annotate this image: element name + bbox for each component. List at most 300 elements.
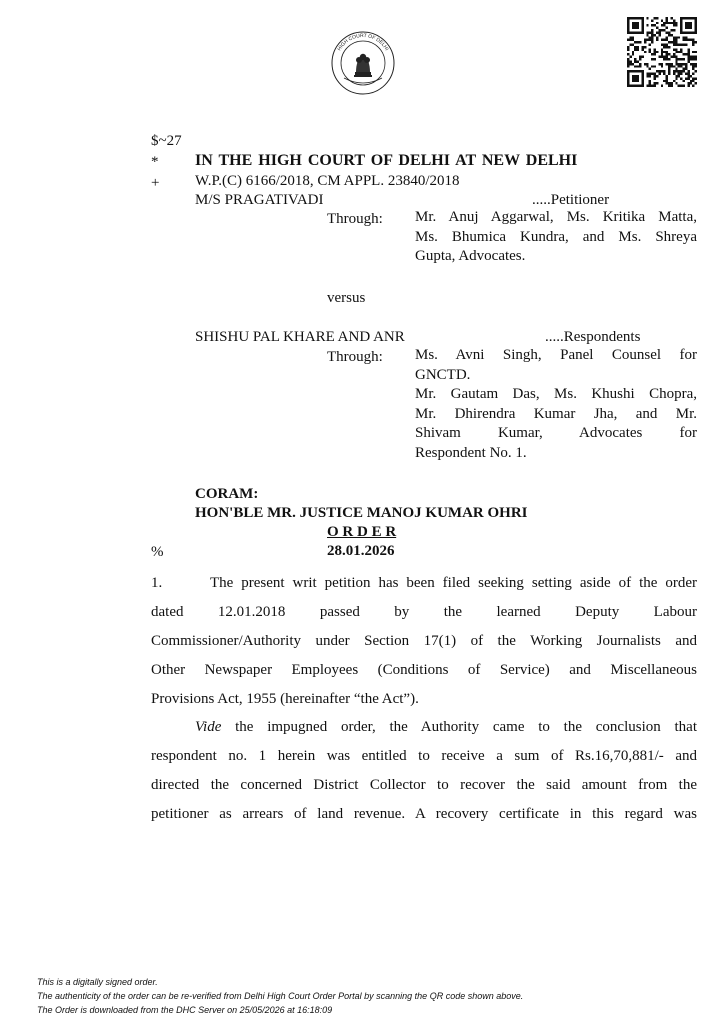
qr-module bbox=[641, 29, 643, 31]
qr-module bbox=[632, 53, 634, 55]
qr-module bbox=[629, 36, 631, 38]
qr-module bbox=[668, 53, 670, 55]
qr-module bbox=[634, 77, 636, 79]
qr-module bbox=[641, 77, 643, 79]
qr-module bbox=[654, 51, 656, 53]
paragraph-line: respondent no. 1 herein was entitled to receive a sum of Rs.16,70,881/- and bbox=[151, 747, 697, 764]
qr-module bbox=[632, 75, 634, 77]
qr-module bbox=[687, 17, 689, 19]
qr-module bbox=[675, 51, 677, 53]
qr-module bbox=[680, 31, 682, 33]
qr-module bbox=[641, 85, 643, 87]
qr-module bbox=[649, 44, 651, 46]
qr-module bbox=[675, 48, 677, 50]
qr-module bbox=[637, 24, 639, 26]
qr-module bbox=[673, 24, 675, 26]
qr-module bbox=[634, 24, 636, 26]
qr-module bbox=[666, 77, 668, 79]
qr-module bbox=[646, 85, 648, 87]
qr-module bbox=[668, 63, 670, 65]
qr-module bbox=[632, 44, 634, 46]
qr-module bbox=[687, 82, 689, 84]
qr-module bbox=[666, 58, 668, 60]
qr-module bbox=[663, 46, 665, 48]
qr-code bbox=[627, 17, 697, 87]
qr-module bbox=[678, 73, 680, 75]
qr-module bbox=[632, 39, 634, 41]
paragraph-1 bbox=[151, 569, 697, 714]
qr-module bbox=[695, 19, 697, 21]
qr-module bbox=[654, 17, 656, 19]
respondent-role: .....Respondents bbox=[545, 329, 641, 345]
qr-module bbox=[683, 31, 685, 33]
qr-module bbox=[675, 68, 677, 70]
qr-module bbox=[661, 48, 663, 50]
qr-module bbox=[637, 70, 639, 72]
coram-label: CORAM: bbox=[195, 486, 259, 502]
qr-module bbox=[661, 85, 663, 87]
qr-module bbox=[661, 53, 663, 55]
qr-module bbox=[627, 24, 629, 26]
footer-authenticity-note: The authenticity of the order can be re-verified from Delhi High Court Order Portal by scanning the QR code shown above. bbox=[37, 991, 524, 1001]
qr-module bbox=[668, 73, 670, 75]
qr-module bbox=[673, 80, 675, 82]
petitioner-name: M/S PRAGATIVADI bbox=[195, 192, 324, 208]
qr-module bbox=[629, 70, 631, 72]
qr-module bbox=[634, 75, 636, 77]
respondent-through-label: Through: bbox=[327, 349, 383, 365]
qr-module bbox=[683, 36, 685, 38]
qr-module bbox=[627, 80, 629, 82]
qr-module bbox=[663, 56, 665, 58]
qr-module bbox=[629, 60, 631, 62]
qr-module bbox=[651, 53, 653, 55]
qr-module bbox=[692, 51, 694, 53]
qr-module bbox=[641, 73, 643, 75]
qr-module bbox=[656, 17, 658, 19]
qr-module bbox=[627, 29, 629, 31]
qr-module bbox=[695, 31, 697, 33]
qr-module bbox=[663, 24, 665, 26]
qr-module bbox=[678, 44, 680, 46]
qr-module bbox=[670, 17, 672, 19]
qr-module bbox=[683, 70, 685, 72]
qr-module bbox=[639, 31, 641, 33]
qr-module bbox=[644, 39, 646, 41]
qr-module bbox=[658, 34, 660, 36]
qr-module bbox=[637, 48, 639, 50]
qr-module bbox=[690, 58, 692, 60]
qr-module bbox=[637, 65, 639, 67]
order-date: 28.01.2026 bbox=[327, 543, 395, 559]
qr-module bbox=[663, 39, 665, 41]
qr-module bbox=[683, 63, 685, 65]
qr-module bbox=[687, 24, 689, 26]
qr-module bbox=[690, 56, 692, 58]
qr-module bbox=[692, 73, 694, 75]
qr-module bbox=[675, 41, 677, 43]
qr-module bbox=[687, 39, 689, 41]
qr-module bbox=[654, 77, 656, 79]
qr-module bbox=[663, 80, 665, 82]
qr-module bbox=[692, 56, 694, 58]
qr-module bbox=[634, 58, 636, 60]
qr-module bbox=[627, 39, 629, 41]
qr-module bbox=[673, 70, 675, 72]
qr-module bbox=[644, 46, 646, 48]
qr-module bbox=[661, 56, 663, 58]
qr-module bbox=[675, 56, 677, 58]
qr-module bbox=[641, 75, 643, 77]
petitioner-counsel-line: Gupta, Advocates. bbox=[415, 248, 526, 264]
qr-module bbox=[649, 39, 651, 41]
qr-module bbox=[637, 22, 639, 24]
qr-module bbox=[646, 75, 648, 77]
qr-module bbox=[690, 24, 692, 26]
qr-module bbox=[651, 34, 653, 36]
qr-module bbox=[695, 17, 697, 19]
qr-module bbox=[639, 65, 641, 67]
qr-module bbox=[680, 51, 682, 53]
qr-module bbox=[629, 85, 631, 87]
qr-module bbox=[651, 41, 653, 43]
qr-module bbox=[632, 36, 634, 38]
qr-module bbox=[692, 58, 694, 60]
qr-module bbox=[632, 22, 634, 24]
qr-module bbox=[670, 82, 672, 84]
respondent-counsel-line: Shivam Kumar, Advocates for bbox=[415, 425, 697, 441]
qr-module bbox=[668, 34, 670, 36]
star-marker: * bbox=[151, 154, 159, 170]
qr-module bbox=[639, 17, 641, 19]
qr-module bbox=[690, 31, 692, 33]
qr-module bbox=[673, 73, 675, 75]
qr-module bbox=[668, 31, 670, 33]
qr-module bbox=[632, 27, 634, 29]
qr-module bbox=[627, 73, 629, 75]
qr-module bbox=[683, 80, 685, 82]
qr-module bbox=[675, 60, 677, 62]
qr-module bbox=[649, 51, 651, 53]
qr-module bbox=[685, 53, 687, 55]
qr-module bbox=[680, 22, 682, 24]
qr-module bbox=[687, 22, 689, 24]
qr-module bbox=[661, 51, 663, 53]
qr-module bbox=[668, 68, 670, 70]
order-heading: O R D E R bbox=[327, 524, 397, 540]
qr-module bbox=[627, 27, 629, 29]
list-number: $~27 bbox=[151, 133, 182, 149]
qr-module bbox=[651, 36, 653, 38]
qr-module bbox=[687, 85, 689, 87]
qr-module bbox=[685, 63, 687, 65]
qr-module bbox=[646, 73, 648, 75]
paragraph-line: Provisions Act, 1955 (hereinafter “the Act”). bbox=[151, 690, 419, 707]
qr-module bbox=[639, 41, 641, 43]
qr-module bbox=[632, 77, 634, 79]
qr-module bbox=[690, 17, 692, 19]
qr-module bbox=[656, 22, 658, 24]
qr-module bbox=[641, 46, 643, 48]
qr-module bbox=[673, 56, 675, 58]
qr-module bbox=[692, 68, 694, 70]
qr-module bbox=[690, 82, 692, 84]
qr-module bbox=[646, 63, 648, 65]
qr-module bbox=[680, 44, 682, 46]
qr-module bbox=[680, 85, 682, 87]
qr-module bbox=[680, 17, 682, 19]
qr-module bbox=[687, 51, 689, 53]
paragraph-line: dated 12.01.2018 passed by the learned Deputy Labour bbox=[151, 603, 697, 620]
qr-module bbox=[663, 29, 665, 31]
qr-module bbox=[685, 31, 687, 33]
qr-module bbox=[632, 17, 634, 19]
qr-module bbox=[695, 24, 697, 26]
qr-module bbox=[678, 51, 680, 53]
qr-module bbox=[629, 39, 631, 41]
qr-module bbox=[690, 80, 692, 82]
qr-module bbox=[654, 85, 656, 87]
svg-text:HIGH COURT OF DELHI: HIGH COURT OF DELHI bbox=[336, 32, 390, 52]
qr-module bbox=[692, 17, 694, 19]
percent-marker: % bbox=[151, 544, 164, 560]
plus-marker: + bbox=[151, 175, 160, 191]
qr-module bbox=[661, 39, 663, 41]
qr-module bbox=[678, 65, 680, 67]
qr-module bbox=[639, 58, 641, 60]
qr-module bbox=[629, 31, 631, 33]
qr-module bbox=[675, 58, 677, 60]
qr-module bbox=[649, 80, 651, 82]
qr-module bbox=[641, 82, 643, 84]
qr-module bbox=[685, 27, 687, 29]
qr-module bbox=[685, 65, 687, 67]
qr-module bbox=[695, 51, 697, 53]
qr-module bbox=[641, 22, 643, 24]
qr-module bbox=[678, 63, 680, 65]
qr-module bbox=[649, 82, 651, 84]
qr-module bbox=[649, 36, 651, 38]
qr-module bbox=[675, 44, 677, 46]
qr-module bbox=[656, 75, 658, 77]
qr-module bbox=[649, 31, 651, 33]
qr-module bbox=[690, 75, 692, 77]
qr-module bbox=[637, 60, 639, 62]
qr-module bbox=[656, 70, 658, 72]
qr-module bbox=[680, 58, 682, 60]
qr-module bbox=[639, 56, 641, 58]
qr-module bbox=[692, 41, 694, 43]
qr-module bbox=[680, 65, 682, 67]
qr-module bbox=[644, 41, 646, 43]
qr-module bbox=[627, 17, 629, 19]
petitioner-counsel-line: Ms. Bhumica Kundra, and Ms. Shreya bbox=[415, 228, 697, 245]
qr-module bbox=[656, 27, 658, 29]
qr-module bbox=[627, 85, 629, 87]
qr-module bbox=[644, 51, 646, 53]
qr-module bbox=[687, 56, 689, 58]
qr-module bbox=[661, 44, 663, 46]
qr-module bbox=[654, 58, 656, 60]
footer-download-note: The Order is downloaded from the DHC Server on 25/05/2026 at 16:18:09 bbox=[37, 1005, 333, 1015]
qr-module bbox=[658, 63, 660, 65]
qr-module bbox=[673, 48, 675, 50]
qr-module bbox=[687, 75, 689, 77]
qr-module bbox=[683, 53, 685, 55]
qr-module bbox=[634, 27, 636, 29]
qr-module bbox=[685, 44, 687, 46]
qr-module bbox=[668, 65, 670, 67]
qr-module bbox=[680, 29, 682, 31]
qr-module bbox=[661, 63, 663, 65]
qr-module bbox=[675, 77, 677, 79]
qr-module bbox=[666, 22, 668, 24]
qr-module bbox=[641, 17, 643, 19]
qr-module bbox=[692, 63, 694, 65]
qr-module bbox=[678, 70, 680, 72]
qr-module bbox=[641, 56, 643, 58]
paragraph-line: petitioner as arrears of land revenue. A recovery certificate in this regard was bbox=[151, 805, 697, 822]
qr-module bbox=[637, 80, 639, 82]
qr-module bbox=[651, 29, 653, 31]
qr-module bbox=[639, 70, 641, 72]
qr-module bbox=[654, 65, 656, 67]
qr-module bbox=[646, 65, 648, 67]
qr-module bbox=[692, 44, 694, 46]
qr-module bbox=[629, 56, 631, 58]
qr-module bbox=[651, 39, 653, 41]
qr-module bbox=[687, 53, 689, 55]
qr-module bbox=[637, 46, 639, 48]
paragraph-line: directed the concerned District Collector to recover the said amount from the bbox=[151, 776, 697, 793]
qr-module bbox=[666, 56, 668, 58]
qr-module bbox=[651, 65, 653, 67]
respondent-counsel-line: GNCTD. bbox=[415, 366, 471, 383]
qr-module bbox=[675, 39, 677, 41]
qr-module bbox=[632, 80, 634, 82]
qr-module bbox=[637, 31, 639, 33]
qr-module bbox=[692, 39, 694, 41]
qr-module bbox=[695, 65, 697, 67]
qr-module bbox=[639, 63, 641, 65]
case-number: W.P.(C) 6166/2018, CM APPL. 23840/2018 bbox=[195, 173, 460, 189]
qr-module bbox=[675, 70, 677, 72]
qr-module bbox=[632, 63, 634, 65]
qr-module bbox=[675, 24, 677, 26]
qr-module bbox=[627, 63, 629, 65]
petitioner-counsel bbox=[415, 208, 697, 267]
qr-module bbox=[685, 39, 687, 41]
qr-module bbox=[634, 60, 636, 62]
qr-module bbox=[663, 70, 665, 72]
qr-module bbox=[646, 34, 648, 36]
qr-module bbox=[654, 75, 656, 77]
qr-module bbox=[673, 44, 675, 46]
qr-module bbox=[668, 70, 670, 72]
qr-module bbox=[663, 73, 665, 75]
qr-module bbox=[666, 75, 668, 77]
qr-module bbox=[651, 58, 653, 60]
qr-module bbox=[656, 51, 658, 53]
qr-module bbox=[692, 31, 694, 33]
qr-module bbox=[637, 17, 639, 19]
qr-module bbox=[627, 53, 629, 55]
qr-module bbox=[632, 24, 634, 26]
qr-module bbox=[670, 34, 672, 36]
qr-module bbox=[685, 22, 687, 24]
qr-module bbox=[641, 48, 643, 50]
qr-module bbox=[673, 29, 675, 31]
qr-module bbox=[666, 82, 668, 84]
qr-module bbox=[651, 19, 653, 21]
qr-module bbox=[673, 36, 675, 38]
qr-module bbox=[678, 36, 680, 38]
qr-module bbox=[634, 85, 636, 87]
respondent-counsel-line: Mr. Gautam Das, Ms. Khushi Chopra, bbox=[415, 386, 697, 402]
qr-module bbox=[658, 56, 660, 58]
qr-module bbox=[668, 58, 670, 60]
qr-module bbox=[678, 58, 680, 60]
respondent-counsel-line: Respondent No. 1. bbox=[415, 444, 527, 461]
qr-module bbox=[675, 22, 677, 24]
qr-module bbox=[651, 73, 653, 75]
qr-module bbox=[670, 85, 672, 87]
qr-module bbox=[680, 19, 682, 21]
qr-module bbox=[695, 41, 697, 43]
qr-module bbox=[683, 85, 685, 87]
qr-module bbox=[690, 22, 692, 24]
qr-module bbox=[687, 77, 689, 79]
paragraph-line: 1. The present writ petition has been filed seeking setting aside of the order bbox=[151, 575, 697, 591]
qr-module bbox=[680, 70, 682, 72]
petitioner-through-label: Through: bbox=[327, 211, 383, 227]
qr-module bbox=[695, 56, 697, 58]
qr-module bbox=[627, 48, 629, 50]
qr-module bbox=[637, 41, 639, 43]
qr-module bbox=[666, 46, 668, 48]
qr-module bbox=[634, 70, 636, 72]
qr-module bbox=[637, 77, 639, 79]
qr-module bbox=[634, 22, 636, 24]
qr-module bbox=[666, 27, 668, 29]
qr-module bbox=[654, 24, 656, 26]
qr-module bbox=[680, 24, 682, 26]
qr-module bbox=[658, 70, 660, 72]
qr-module bbox=[627, 70, 629, 72]
qr-module bbox=[687, 58, 689, 60]
qr-module bbox=[687, 70, 689, 72]
judge-name: HON'BLE MR. JUSTICE MANOJ KUMAR OHRI bbox=[195, 505, 528, 521]
qr-module bbox=[649, 48, 651, 50]
court-title: IN THE HIGH COURT OF DELHI AT NEW DELHI bbox=[195, 152, 578, 169]
qr-module bbox=[641, 24, 643, 26]
qr-module bbox=[666, 51, 668, 53]
qr-module bbox=[639, 85, 641, 87]
qr-module bbox=[649, 73, 651, 75]
qr-module bbox=[685, 24, 687, 26]
qr-module bbox=[651, 85, 653, 87]
qr-module bbox=[634, 31, 636, 33]
qr-module bbox=[661, 19, 663, 21]
qr-module bbox=[632, 70, 634, 72]
qr-module bbox=[666, 44, 668, 46]
paragraph-line: Other Newspaper Employees (Conditions of Service) and Miscellaneous bbox=[151, 661, 697, 678]
qr-module bbox=[670, 63, 672, 65]
qr-module bbox=[675, 82, 677, 84]
qr-module bbox=[687, 27, 689, 29]
qr-module bbox=[646, 17, 648, 19]
respondent-counsel-line: Mr. Dhirendra Kumar Jha, and Mr. bbox=[415, 405, 697, 422]
